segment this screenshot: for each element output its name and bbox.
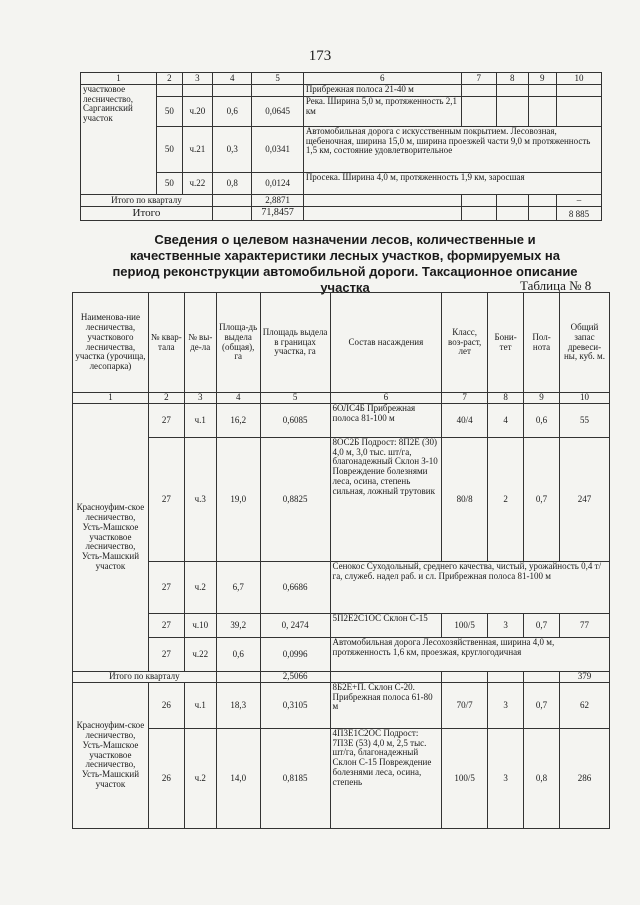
quarter-total-area: 2,5066 bbox=[260, 672, 330, 683]
col-number: 6 bbox=[330, 393, 442, 404]
bonitet-cell: 3 bbox=[488, 683, 524, 729]
quarter-cell: 27 bbox=[148, 562, 184, 614]
col-number: 4 bbox=[216, 393, 260, 404]
cell bbox=[496, 97, 528, 127]
area-within-cell: 0,0996 bbox=[260, 638, 330, 672]
header-area-total: Площа-дь выдела (общая), га bbox=[216, 293, 260, 393]
quarter-cell: 27 bbox=[148, 438, 184, 562]
header-density: Пол-нота bbox=[524, 293, 560, 393]
header-area-within: Площадь выдела в границах участка, га bbox=[260, 293, 330, 393]
reserve-cell: 247 bbox=[559, 438, 609, 562]
area-within-cell: 0,6085 bbox=[260, 404, 330, 438]
section-cell: ч.21 bbox=[182, 127, 212, 173]
district-cell: Красноуфим-ское лесничество, Усть-Машское участковое лесничество, Усть-Машский участок bbox=[73, 683, 149, 829]
composition-cell: 4П3Е1С2ОС Подрост: 7П3Е (53) 4,0 м, 2,5 тыс. шт/га, благонадежный Склон С-15 Повреждение болезнями леса, осина, степень bbox=[330, 729, 442, 829]
area-total-cell: 0,6 bbox=[216, 638, 260, 672]
area-total-cell: 0,8 bbox=[212, 173, 252, 195]
header-reserve: Общий запас древеси-ны, куб. м. bbox=[559, 293, 609, 393]
area-total-cell: 0,6 bbox=[212, 97, 252, 127]
quarter-total-label: Итого по кварталу bbox=[73, 672, 217, 683]
section-cell: ч.2 bbox=[184, 729, 216, 829]
density-cell: 0,7 bbox=[524, 614, 560, 638]
composition-cell: Прибрежная полоса 21-40 м bbox=[303, 85, 461, 97]
section-heading: Сведения о целевом назначении лесов, количественные и качественные характеристики лесных участков, формируемых на период реконструкции автомобильной дороги. Таксационное описание участка bbox=[112, 232, 578, 295]
area-within-cell: 0,0341 bbox=[252, 127, 303, 173]
composition-cell: 6ОЛС4Б Прибрежная полоса 81-100 м bbox=[330, 404, 442, 438]
cell bbox=[556, 85, 601, 97]
col-number: 2 bbox=[148, 393, 184, 404]
reserve-cell: 62 bbox=[559, 683, 609, 729]
header-section: № вы-де-ла bbox=[184, 293, 216, 393]
cell bbox=[528, 85, 556, 97]
col-number: 3 bbox=[182, 73, 212, 85]
col-number: 5 bbox=[260, 393, 330, 404]
section-cell: ч.1 bbox=[184, 683, 216, 729]
area-total-cell: 0,3 bbox=[212, 127, 252, 173]
quarter-cell: 50 bbox=[156, 173, 182, 195]
quarter-cell: 27 bbox=[148, 404, 184, 438]
table-row bbox=[81, 173, 602, 195]
table-row bbox=[81, 85, 602, 97]
table-row bbox=[81, 127, 602, 173]
header-row bbox=[73, 293, 610, 393]
cell bbox=[528, 97, 556, 127]
table-row bbox=[73, 562, 610, 614]
col-number: 7 bbox=[442, 393, 488, 404]
bonitet-cell: 3 bbox=[488, 614, 524, 638]
area-within-cell: 0,3105 bbox=[260, 683, 330, 729]
table-label: Таблица № 8 bbox=[520, 278, 592, 293]
composition-cell: Просека. Ширина 4,0 м, протяженность 1,9 км, заросшая bbox=[303, 173, 601, 195]
bonitet-cell: 3 bbox=[488, 729, 524, 829]
area-within-cell: 0, 2474 bbox=[260, 614, 330, 638]
district-cell: Красноуфим-ское лесничество, Усть-Машское участковое лесничество, Усть-Машский участок bbox=[73, 404, 149, 672]
area-total-cell: 14,0 bbox=[216, 729, 260, 829]
col-number: 5 bbox=[252, 73, 303, 85]
header-age: Класс, воз-раст, лет bbox=[442, 293, 488, 393]
col-number: 4 bbox=[212, 73, 252, 85]
quarter-cell bbox=[156, 85, 182, 97]
quarter-total-reserve: – bbox=[556, 195, 601, 207]
section-cell: ч.3 bbox=[184, 438, 216, 562]
area-within-cell: 0,0124 bbox=[252, 173, 303, 195]
age-cell: 80/8 bbox=[442, 438, 488, 562]
age-cell: 100/5 bbox=[442, 614, 488, 638]
density-cell: 0,7 bbox=[524, 438, 560, 562]
area-total-cell: 39,2 bbox=[216, 614, 260, 638]
section-cell: ч.22 bbox=[182, 173, 212, 195]
reserve-cell: 77 bbox=[559, 614, 609, 638]
col-number: 1 bbox=[73, 393, 149, 404]
col-number: 6 bbox=[303, 73, 461, 85]
age-cell: 40/4 bbox=[442, 404, 488, 438]
area-within-cell: 0,6686 bbox=[260, 562, 330, 614]
area-total-cell: 18,3 bbox=[216, 683, 260, 729]
quarter-total-label: Итого по кварталу bbox=[81, 195, 213, 207]
district-cell: участковое лесничество, Саргаинский участок bbox=[81, 85, 157, 195]
composition-cell: Сенокос Суходольный, среднего качества, чистый, урожайность 0,4 т/га, служеб. надел раб. и сл. Прибрежная полоса 81-100 м bbox=[330, 562, 610, 614]
bonitet-cell: 2 bbox=[488, 438, 524, 562]
continuation-table bbox=[80, 72, 602, 221]
quarter-total-row bbox=[73, 672, 610, 683]
area-total-cell: 6,7 bbox=[216, 562, 260, 614]
table-row bbox=[73, 638, 610, 672]
grand-total-label: Итого bbox=[81, 207, 213, 221]
section-cell: ч.10 bbox=[184, 614, 216, 638]
header-bonitet: Бони-тет bbox=[488, 293, 524, 393]
composition-cell: 8ОС2Б Подрост: 8П2Е (30) 4,0 м, 3,0 тыс. шт/га, благонадежный Склон З-10 Повреждение болезнями леса, осина, степень сильная, ложный трутовик bbox=[330, 438, 442, 562]
composition-cell: Река. Ширина 5,0 м, протяженность 2,1 км bbox=[303, 97, 461, 127]
table-row bbox=[73, 438, 610, 562]
col-number: 8 bbox=[488, 393, 524, 404]
quarter-total-reserve: 379 bbox=[559, 672, 609, 683]
table-row bbox=[73, 729, 610, 829]
col-number: 1 bbox=[81, 73, 157, 85]
grand-total-row bbox=[81, 207, 602, 221]
quarter-cell: 26 bbox=[148, 683, 184, 729]
col-number: 2 bbox=[156, 73, 182, 85]
age-cell: 100/5 bbox=[442, 729, 488, 829]
density-cell: 0,6 bbox=[524, 404, 560, 438]
col-number: 10 bbox=[559, 393, 609, 404]
quarter-total-area: 2,8871 bbox=[252, 195, 303, 207]
table-row bbox=[81, 97, 602, 127]
composition-cell: Автомобильная дорога Лесохозяйственная, ширина 4,0 м, протяженность 1,6 км, проезжая, круглогодичная bbox=[330, 638, 610, 672]
area-total-cell: 19,0 bbox=[216, 438, 260, 562]
composition-cell: Автомобильная дорога с искусственным покрытием. Лесовозная, щебеночная, ширина 15,0 м, ширина проезжей части 9,0 м протяженность 1,5 км, состояние удовлетворительное bbox=[303, 127, 601, 173]
column-numbers-row bbox=[81, 73, 602, 85]
area-within-cell bbox=[252, 85, 303, 97]
quarter-total-row bbox=[81, 195, 602, 207]
cell bbox=[556, 97, 601, 127]
composition-cell: 5П2Е2С1ОС Склон С-15 bbox=[330, 614, 442, 638]
col-number: 3 bbox=[184, 393, 216, 404]
cell bbox=[496, 85, 528, 97]
col-number: 10 bbox=[556, 73, 601, 85]
quarter-cell: 50 bbox=[156, 97, 182, 127]
cell bbox=[461, 97, 496, 127]
area-within-cell: 0,8185 bbox=[260, 729, 330, 829]
header-composition: Состав насаждения bbox=[330, 293, 442, 393]
bonitet-cell: 4 bbox=[488, 404, 524, 438]
quarter-cell: 27 bbox=[148, 638, 184, 672]
column-numbers-row bbox=[73, 393, 610, 404]
area-within-cell: 0,0645 bbox=[252, 97, 303, 127]
col-number: 9 bbox=[528, 73, 556, 85]
grand-total-reserve: 8 885 bbox=[556, 207, 601, 221]
section-cell: ч.1 bbox=[184, 404, 216, 438]
age-cell: 70/7 bbox=[442, 683, 488, 729]
table-row bbox=[73, 614, 610, 638]
taxation-table bbox=[72, 292, 610, 829]
col-number: 7 bbox=[461, 73, 496, 85]
table-row bbox=[73, 404, 610, 438]
quarter-cell: 26 bbox=[148, 729, 184, 829]
area-total-cell bbox=[212, 85, 252, 97]
section-cell: ч.22 bbox=[184, 638, 216, 672]
page-number: 173 bbox=[308, 48, 332, 64]
density-cell: 0,8 bbox=[524, 729, 560, 829]
density-cell: 0,7 bbox=[524, 683, 560, 729]
quarter-cell: 27 bbox=[148, 614, 184, 638]
col-number: 9 bbox=[524, 393, 560, 404]
reserve-cell: 286 bbox=[559, 729, 609, 829]
reserve-cell: 55 bbox=[559, 404, 609, 438]
area-within-cell: 0,8825 bbox=[260, 438, 330, 562]
section-cell bbox=[182, 85, 212, 97]
header-quarter: № квар-тала bbox=[148, 293, 184, 393]
table-row bbox=[73, 683, 610, 729]
cell bbox=[461, 85, 496, 97]
header-district: Наименова-ние лесничества, участкового лесничества, участка (урочища, лесопарка) bbox=[73, 293, 149, 393]
section-cell: ч.2 bbox=[184, 562, 216, 614]
area-total-cell: 16,2 bbox=[216, 404, 260, 438]
quarter-cell: 50 bbox=[156, 127, 182, 173]
grand-total-area: 71,8457 bbox=[252, 207, 303, 221]
composition-cell: 8Б2Е+П. Склон С-20. Прибрежная полоса 61-80 м bbox=[330, 683, 442, 729]
section-cell: ч.20 bbox=[182, 97, 212, 127]
col-number: 8 bbox=[496, 73, 528, 85]
